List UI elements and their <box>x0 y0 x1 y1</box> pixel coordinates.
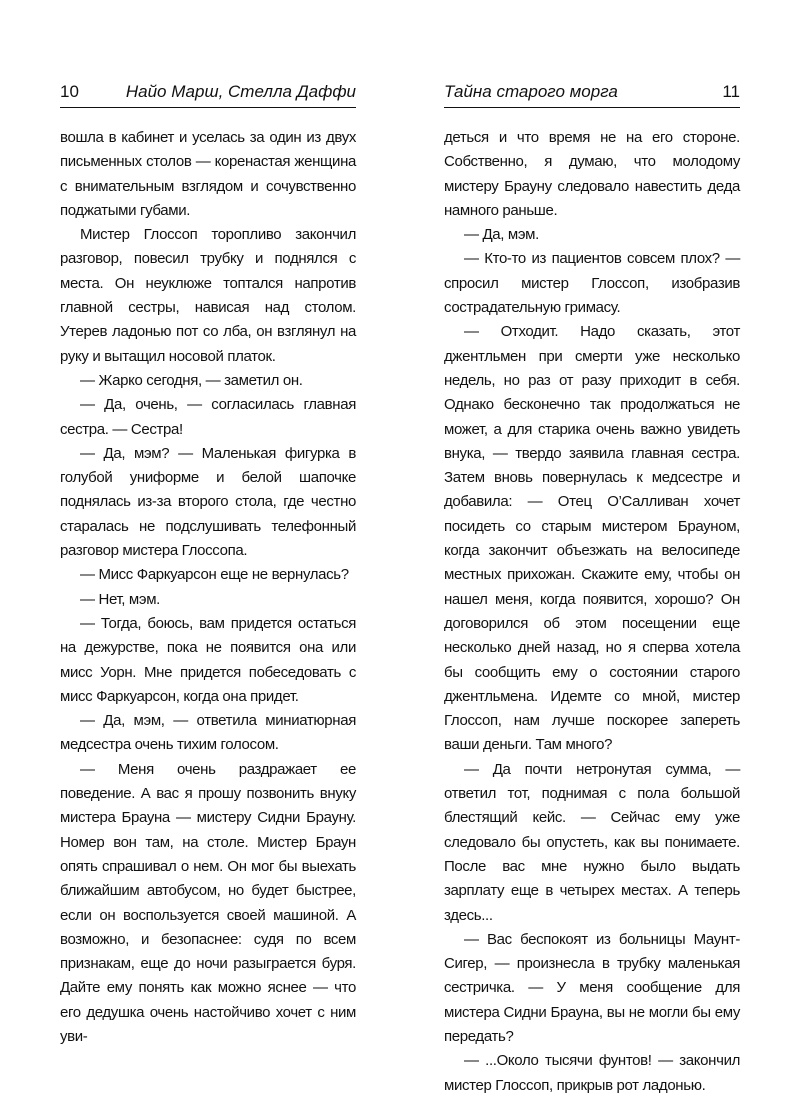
running-head-title: Тайна старого морга <box>444 82 618 101</box>
right-page <box>400 0 800 1094</box>
paragraph: деться и что время не на его стороне. Собственно, я думаю, что молодому мистеру Брауну следовало навестить деда намного раньше. <box>444 129 740 219</box>
paragraph: — Вас беспокоят из больницы Маунт-Сигер, — произнесла в трубку маленькая сестричка. — У меня сообщение для мистера Сидни Брауна, вы не могли бы ему передать? <box>444 930 740 1045</box>
paragraph: — Отходит. Надо сказать, этот джентльмен при смерти уже несколько недель, но раз от разу приходит в себя. Однако бесконечно так продолжаться не может, а для старика очень важно увидеть внука, — твердо заявила главная сестра. Затем вновь повернулась к медсестре и добавила: — Отец О’Салливан хочет посидеть со старым мистером Брауном, когда закончит объезжать на велосипеде местных прихожан. Скажите ему, чтобы он нашел меня, когда появится, хорошо? Он договорился об этом посещении еще несколько дней назад, но я сперва хотела бы сообщить ему о состоянии старого джентльмена. Идемте со мной, мистер Глоссоп, нам лучше поскорее запереть ваши деньги. Там много? <box>444 323 740 754</box>
paragraph: — Нет, мэм. <box>80 590 160 608</box>
paragraph: — Да, мэм? — Маленькая фигурка в голубой униформе и белой шапочке поднялась из-за второго стола, где честно старалась не подслушивать телефонный разговор мистера Глоссопа. <box>60 444 356 560</box>
left-page-body <box>60 126 356 1049</box>
header-rule <box>60 107 356 108</box>
paragraph: Мистер Глоссоп торопливо закончил разговор, повесил трубку и поднялся с места. Он неуклюже топтался напротив главной сестры, нависая над столом. Утерев ладонью пот со лба, он взглянул на руку и вытащил носовой платок. <box>60 226 356 365</box>
left-page-header <box>60 78 356 106</box>
right-page-header <box>444 78 740 106</box>
running-head-author: Найо Марш, Стелла Даффи <box>125 82 356 101</box>
paragraph: — Тогда, боюсь, вам придется остаться на дежурстве, пока не появится она или мисс Уорн. Мне придется побеседовать с мисс Фаркуарсон, когда она придет. <box>60 614 356 705</box>
paragraph: — Да почти нетронутая сумма, — ответил тот, поднимая с пола большой блестящий кейс. — Сейчас ему уже следовало бы опустеть, как вы понимаете. После вас мне нужно было выдать зарплату еще в четырех местах. А теперь здесь... <box>444 760 740 924</box>
page-number: 11 <box>722 82 740 101</box>
paragraph: — Да, мэм. <box>464 226 539 244</box>
paragraph: — Жарко сегодня, — заметил он. <box>80 371 303 389</box>
right-page-body <box>444 126 740 1098</box>
header-rule <box>444 107 740 108</box>
paragraph: — Мисс Фаркуарсон еще не вернулась? <box>80 566 349 584</box>
paragraph: — Меня очень раздражает ее поведение. А вас я прошу позвонить внуку мистера Брауна — мистеру Сидни Брауну. Номер вон там, на столе. Мистер Браун опять спрашивал о нем. Он мог бы выехать ближайшим автобусом, но будет быстрее, если он воспользуется своей машиной. А возможно, и безопаснее: судя по всем признакам, еще до ночи разыграется буря. Дайте ему понять как можно яснее — что его дедушка очень настойчиво хочет с ним уви- <box>60 760 356 1045</box>
paragraph: — ...Около тысячи фунтов! — закончил мистер Глоссоп, прикрыв рот ладонью. <box>444 1052 740 1094</box>
paragraph: — Да, очень, — согласилась главная сестра. — Сестра! <box>60 396 356 438</box>
paragraph: — Кто-то из пациентов совсем плох? — спросил мистер Глоссоп, изобразив сострадательную гримасу. <box>444 250 740 317</box>
paragraph: — Да, мэм, — ответила миниатюрная медсестра очень тихим голосом. <box>60 712 356 754</box>
left-page <box>0 0 400 1045</box>
page-number: 10 <box>60 82 79 101</box>
paragraph: вошла в кабинет и уселась за один из двух письменных столов — коренастая женщина с внимательным взглядом и сочувственно поджатыми губами. <box>60 129 356 219</box>
